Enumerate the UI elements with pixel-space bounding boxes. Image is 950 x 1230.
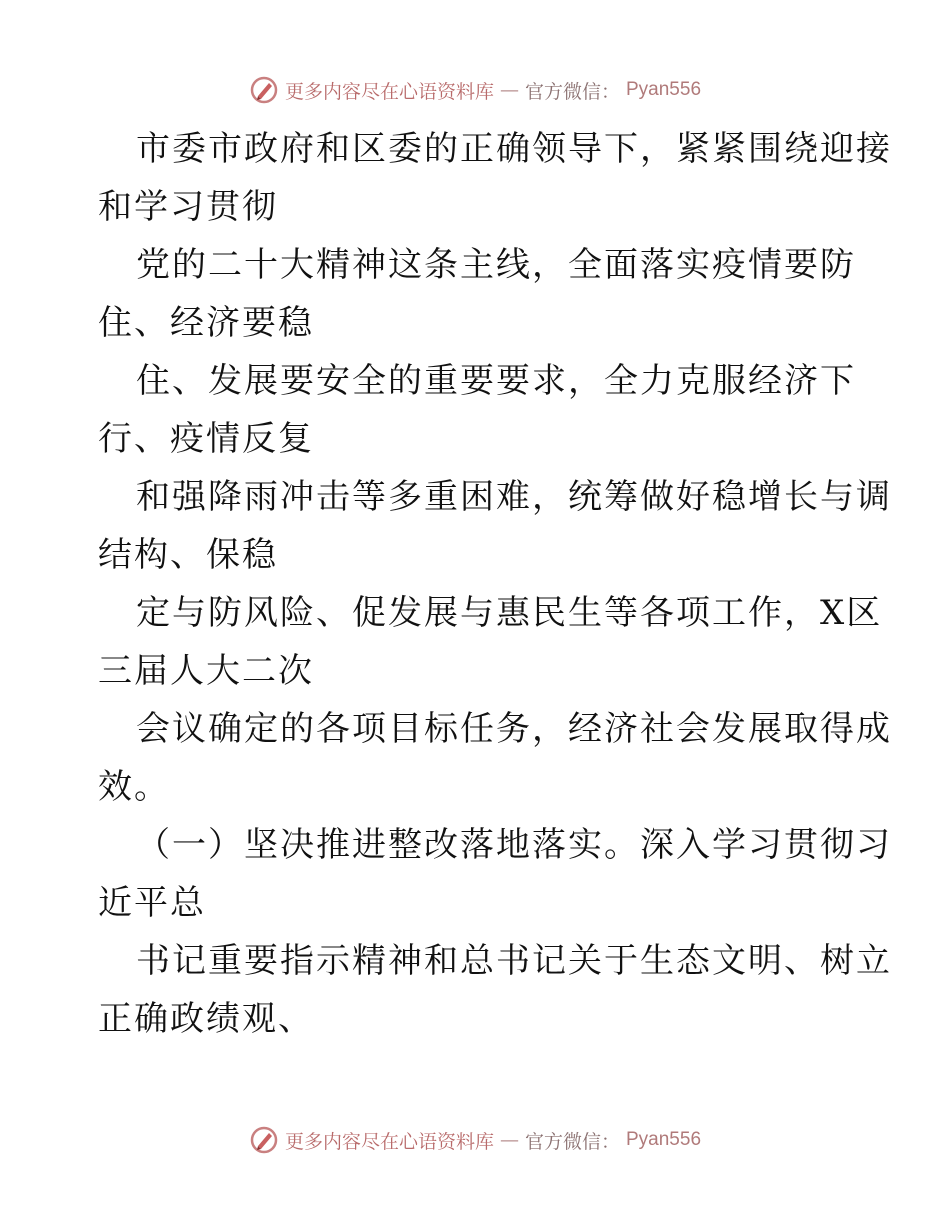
watermark-brand: 更多内容尽在心语资料库 [284,1130,494,1153]
text-line: 效。 [98,767,170,807]
text-line: 三届人大二次 [98,651,314,691]
watermark-dash: — [499,1129,519,1151]
watermark-id: Pyan556 [626,79,702,100]
text-line: 近平总 [98,883,206,923]
text-line: 书记重要指示精神和总书记关于生态文明、树立 [136,941,892,981]
watermark-official: 官方微信： [524,1130,620,1153]
watermark-brand: 更多内容尽在心语资料库 [284,80,494,103]
text-line: 市委市政府和区委的正确领导下，紧紧围绕迎接 [136,129,892,169]
text-line: 正确政绩观、 [98,999,314,1039]
text-line: 行、疫情反复 [98,419,314,459]
pen-logo-icon [249,1125,279,1155]
watermark-official: 官方微信： [524,80,620,103]
text-line: 住、发展要安全的重要要求，全力克服经济下 [136,361,856,401]
text-line: 定与防风险、促发展与惠民生等各项工作，X区 [136,593,883,633]
text-line: 和学习贯彻 [98,187,278,227]
text-line: （一）坚决推进整改落地落实。深入学习贯彻习 [136,825,892,865]
text-line: 结构、保稳 [98,535,278,575]
text-line: 党的二十大精神这条主线，全面落实疫情要防 [136,245,856,285]
text-line: 住、经济要稳 [98,303,314,343]
header-watermark [0,70,950,110]
footer-watermark [0,1120,950,1160]
document-body [98,120,892,1048]
watermark-id: Pyan556 [626,1129,702,1150]
text-line: 和强降雨冲击等多重困难，统筹做好稳增长与调 [136,477,892,517]
pen-logo-icon [249,75,279,105]
text-line: 会议确定的各项目标任务，经济社会发展取得成 [136,709,892,749]
watermark-dash: — [499,79,519,101]
